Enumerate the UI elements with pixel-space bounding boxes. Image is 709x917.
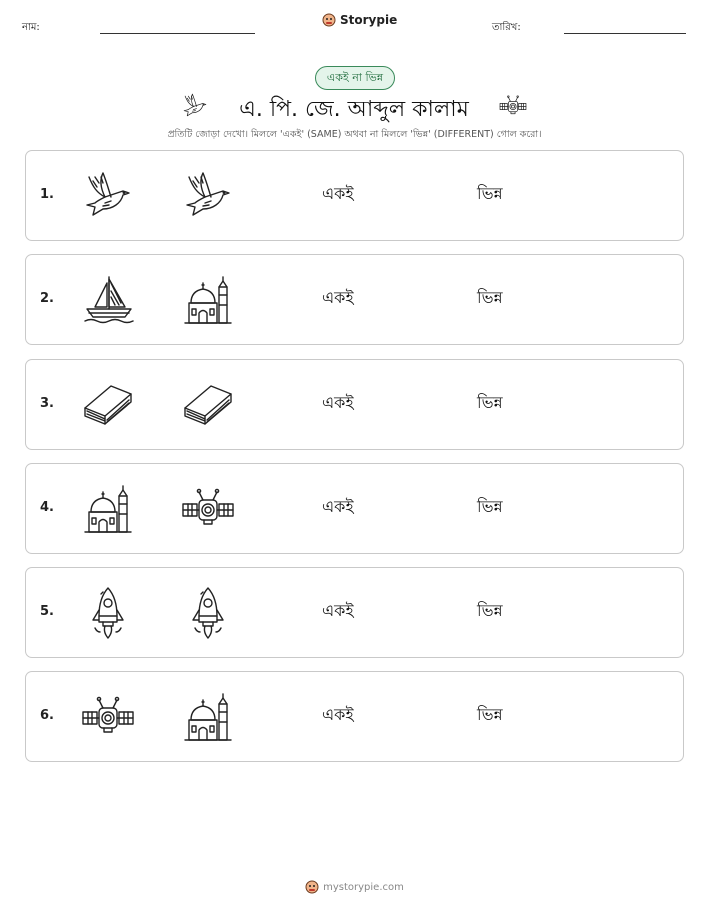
satellite-icon	[81, 690, 135, 744]
rocket-icon	[181, 586, 235, 640]
satellite-icon	[498, 92, 528, 120]
storypie-mascot-icon	[305, 880, 319, 894]
book-icon	[81, 378, 135, 432]
mosque-icon	[81, 482, 135, 536]
row-number: 6.	[40, 708, 54, 723]
row-number: 5.	[40, 604, 54, 619]
different-option[interactable]: ভিন্ন	[477, 497, 503, 516]
brand-logo	[322, 13, 397, 27]
footer	[0, 880, 709, 894]
dove-icon	[181, 169, 235, 223]
same-option[interactable]: একই	[322, 288, 354, 307]
title-row	[0, 92, 709, 122]
rocket-icon	[81, 586, 135, 640]
date-label: তারিখ:	[492, 22, 521, 33]
same-option[interactable]: একই	[322, 184, 354, 203]
exercise-row	[25, 463, 684, 554]
exercise-row	[25, 671, 684, 762]
different-option[interactable]: ভিন্ন	[477, 393, 503, 412]
mosque-icon	[181, 273, 235, 327]
row-number: 2.	[40, 291, 54, 306]
same-option[interactable]: একই	[322, 497, 354, 516]
satellite-icon	[181, 482, 235, 536]
same-option[interactable]: একই	[322, 601, 354, 620]
different-option[interactable]: ভিন্ন	[477, 184, 503, 203]
name-line[interactable]	[100, 33, 255, 34]
dove-icon	[81, 169, 135, 223]
different-option[interactable]: ভিন্ন	[477, 288, 503, 307]
storypie-mascot-icon	[322, 13, 336, 27]
row-number: 4.	[40, 500, 54, 515]
footer-url: mystorypie.com	[323, 881, 404, 893]
exercise-row	[25, 150, 684, 241]
date-line[interactable]	[564, 33, 686, 34]
different-option[interactable]: ভিন্ন	[477, 705, 503, 724]
exercise-row	[25, 567, 684, 658]
book-icon	[181, 378, 235, 432]
worksheet-type-badge: একই না ভিন্ন	[315, 66, 395, 90]
exercise-row	[25, 359, 684, 450]
brand-name: Storypie	[340, 13, 398, 27]
same-option[interactable]: একই	[322, 393, 354, 412]
row-number: 1.	[40, 187, 54, 202]
page-title: এ. পি. জে. আব্দুল কালাম	[239, 97, 469, 122]
same-option[interactable]: একই	[322, 705, 354, 724]
mosque-icon	[181, 690, 235, 744]
worksheet-header	[0, 0, 709, 40]
row-number: 3.	[40, 396, 54, 411]
instructions-text: প্রতিটি জোড়া দেখো। মিললে 'একই' (SAME) অথবা না মিললে 'ভিন্ন' (DIFFERENT) গোল করো।	[167, 129, 542, 140]
sailboat-icon	[81, 273, 135, 327]
name-label: নাম:	[22, 22, 40, 33]
different-option[interactable]: ভিন্ন	[477, 601, 503, 620]
dove-icon	[180, 92, 210, 120]
exercise-row	[25, 254, 684, 345]
